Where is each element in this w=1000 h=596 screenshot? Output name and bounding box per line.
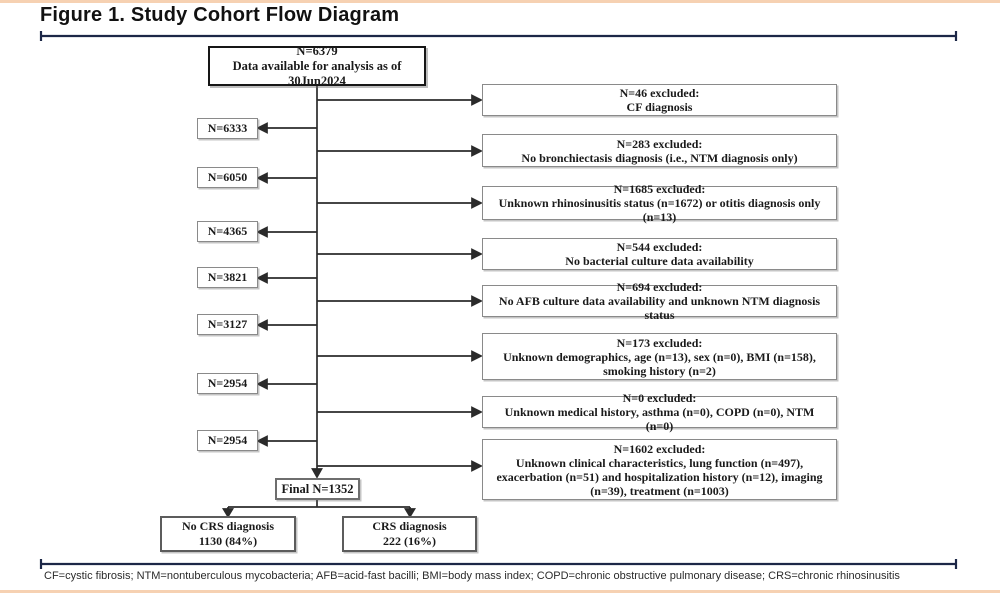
remaining-box-2: N=6050 — [197, 167, 258, 188]
exclusion-detail: CF diagnosis — [626, 100, 693, 114]
exclusion-detail: No bacterial culture data availability — [565, 254, 754, 268]
exclusion-box-8 — [482, 439, 837, 500]
exclusion-header: N=544 excluded: — [616, 240, 703, 254]
remaining-box-7: N=2954 — [197, 430, 258, 451]
top-rule — [41, 31, 956, 41]
abbreviations-footnote: CF=cystic fibrosis; NTM=nontuberculous mycobacteria; AFB=acid-fast bacilli; BMI=body mass index; COPD=chronic obstructive pulmonary disease; CRS=chronic rhinosinusitis — [44, 570, 900, 582]
exclusion-box-2 — [482, 134, 837, 167]
total-cohort-n: N=6379 — [296, 43, 338, 58]
remaining-box-5: N=3127 — [197, 314, 258, 335]
exclusion-detail: Unknown rhinosinusitis status (n=1672) or otitis diagnosis only (n=13) — [498, 196, 821, 224]
exclusion-box-6 — [482, 333, 837, 380]
figure-title: Figure 1. Study Cohort Flow Diagram — [40, 4, 400, 26]
remaining-box-1: N=6333 — [197, 118, 258, 139]
remaining-box-4: N=3821 — [197, 267, 258, 288]
exclusion-box-3 — [482, 182, 837, 224]
exclusion-header: N=283 excluded: — [616, 136, 703, 151]
exclusion-box-5 — [482, 280, 837, 322]
outcome-label: No CRS diagnosis — [181, 519, 275, 533]
exclusion-header: N=694 excluded: — [616, 280, 703, 294]
exclusion-box-4 — [482, 238, 837, 270]
exclusion-detail: No AFB culture data availability and unknown NTM diagnosis status — [498, 294, 821, 322]
exclusion-box-7 — [482, 391, 837, 433]
exclusion-detail: Unknown clinical characteristics, lung function (n=497), exacerbation (n=51) and hospitalization history (n=12), imaging (n=39), treatment (n=1003) — [496, 455, 823, 498]
exclusion-detail: Unknown medical history, asthma (n=0), COPD (n=0), NTM (n=0) — [504, 405, 815, 433]
remaining-box-3: N=4365 — [197, 221, 258, 242]
final-cohort-box: Final N=1352 — [275, 478, 360, 500]
bottom-rule — [41, 559, 956, 569]
exclusion-header: N=0 excluded: — [622, 391, 697, 405]
exclusion-header: N=1602 excluded: — [613, 441, 706, 456]
remaining-box-6: N=2954 — [197, 373, 258, 394]
exclusion-detail: Unknown demographics, age (n=13), sex (n=0), BMI (n=158), smoking history (n=2) — [503, 349, 816, 378]
exclusion-detail: No bronchiectasis diagnosis (i.e., NTM diagnosis only) — [521, 150, 798, 165]
exclusion-header: N=46 excluded: — [619, 86, 700, 100]
outcome-count: 222 (16%) — [383, 534, 436, 548]
exclusion-header: N=173 excluded: — [616, 335, 703, 350]
outcome-box-crs — [342, 516, 477, 552]
outcome-box-no-crs — [160, 516, 296, 552]
bottom-accent-bar — [0, 590, 1000, 593]
flow-lines — [224, 86, 482, 517]
total-cohort-box — [208, 43, 426, 88]
exclusion-box-1 — [482, 84, 837, 116]
exclusion-header: N=1685 excluded: — [613, 182, 706, 196]
total-cohort-desc: Data available for analysis as of 30Jun2024 — [232, 58, 402, 88]
outcome-count: 1130 (84%) — [198, 534, 258, 548]
outcome-label: CRS diagnosis — [372, 519, 447, 533]
